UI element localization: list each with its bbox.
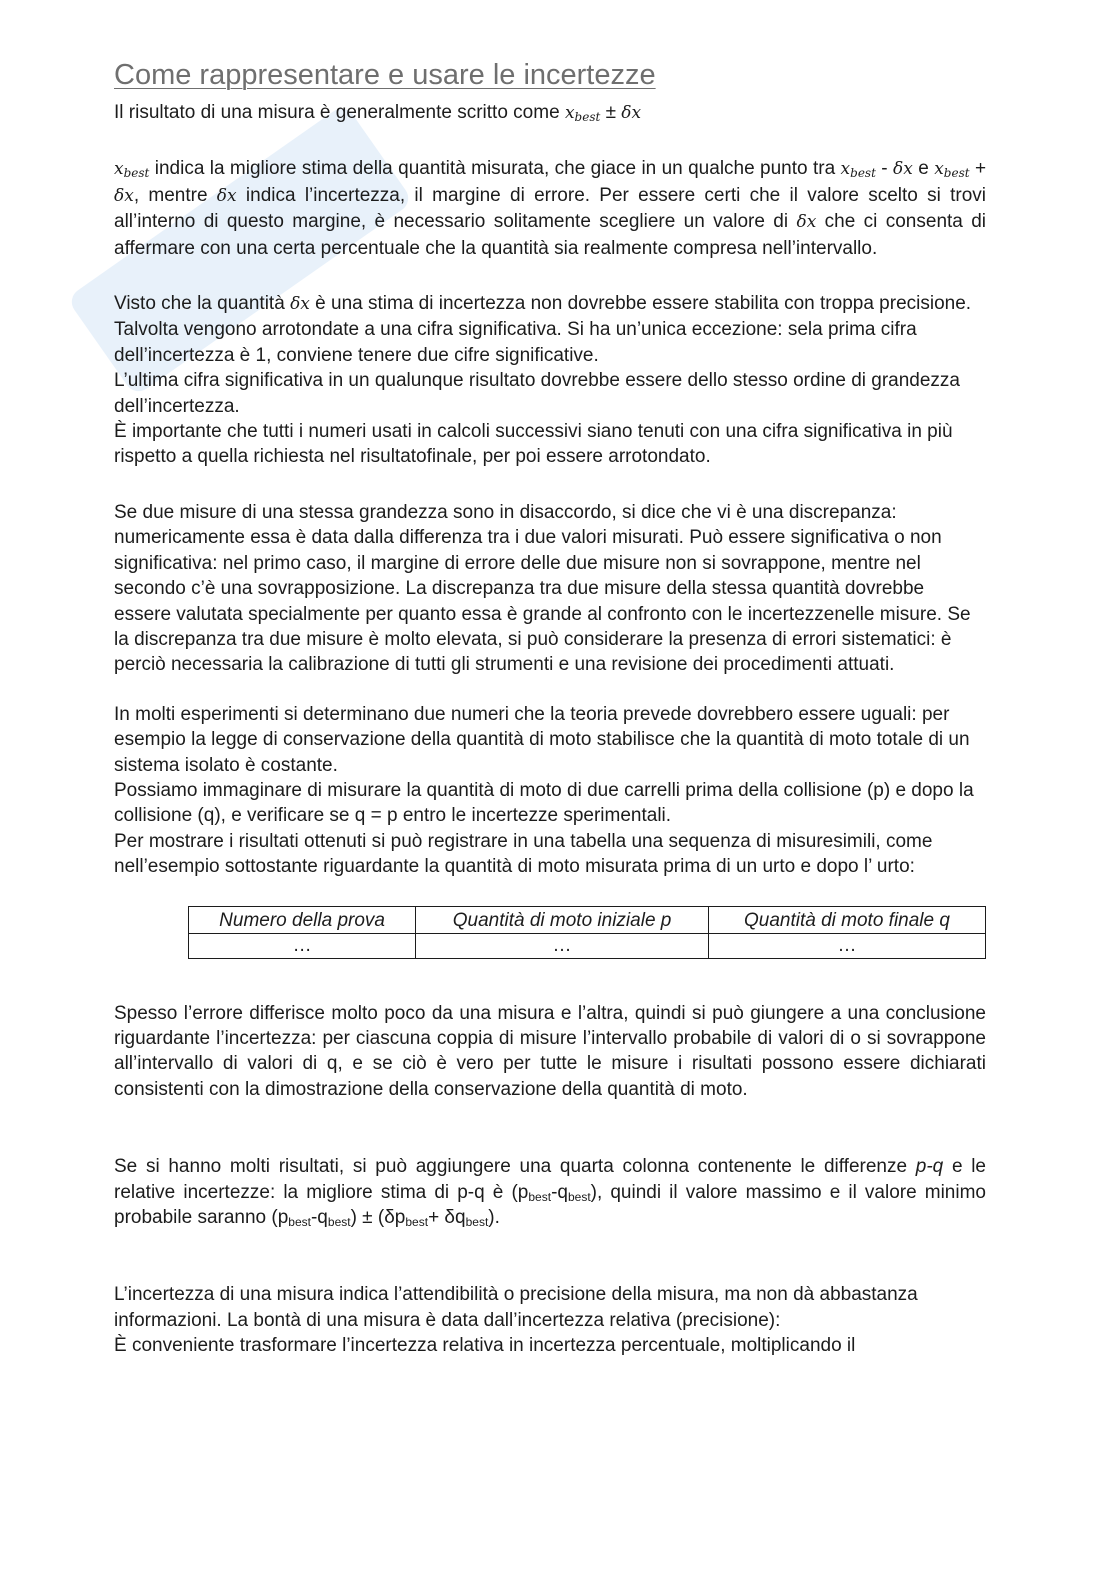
- table-cell: …: [708, 933, 985, 958]
- measurements-table: [188, 906, 986, 959]
- table-header-cell: Quantità di moto iniziale p: [416, 906, 709, 933]
- paragraph-momentum-experiment: In molti esperimenti si determinano due numeri che la teoria prevede dovrebbero essere uguali: per esempio la legge di conservazione della quantità di moto stabilisce che la quantità di moto totale di un sistema isolato è costante. Possiamo immaginare di misurare la quantità di moto di due carrelli prima della collisione (p) e dopo la collisione (q), e verificare se q = p entro le incertezze sperimentali. Per mostrare i risultati ottenuti si può registrare in una tabella una sequenza di misuresimili, come nell’esempio sottostante riguardante la quantità di moto misurata prima di un urto e dopo l’ urto:: [114, 703, 974, 878]
- paragraph-consistency: Spesso l’errore differisce molto poco da una misura e l’altra, quindi si può giungere a una conclusione riguardante l’incertezza: per ciascuna coppia di misure l’intervallo probabile di valori di o si sovrappone all’intervallo di valori di q, e se ciò è vero per tutte le misure i risultati possono essere dichiarati consistenti con la dimostrazione della conservazione della quantità di moto.: [114, 1002, 986, 1100]
- paragraph-xbest-definition: $x_{best}$ indica la migliore stima della quantità misurata, che giace in un qualche punto tra $x_{best}$ - δx e $x_{best} + \delta x$, mentre δx indica l’incertezza, il margine di errore. Per essere certi che il valore scelto si trovi all’interno di questo margine, è necessario solitamente scegliere un valore di δx che ci consenta di affermare con una certa percentuale che la quantità sia realmente compresa nell’intervallo.: [114, 158, 987, 259]
- document-page: [114, 56, 986, 1359]
- paragraph-discrepancy: Se due misure di una stessa grandezza sono in disaccordo, si dice che vi è una discrepanza: numericamente essa è data dalla differenza tra i due valori misurati. Può essere significativa o non significativa: nel primo caso, il margine di errore delle due misure non si sovrappone, mentre nel secondo c’è una sovrapposizione. La discrepanza tra due misure della stessa quantità dovrebbe essere valutata specialmente per quanto essa è grande al confronto con le incertezzenelle misure. Se la discrepanza tra due misure è molto elevata, si può considerare la presenza di errori sistematici: è perciò necessaria la calibrazione di tutti gli strumenti e una revisione dei procedimenti attuati.: [114, 501, 971, 676]
- table-header-cell: Numero della prova: [189, 906, 416, 933]
- page-title: Come rappresentare e usare le incertezze: [114, 59, 656, 91]
- table-cell: …: [416, 933, 709, 958]
- table-header-cell: Quantità di moto finale q: [708, 906, 985, 933]
- x-best-symbol: $x_{best}$: [564, 103, 601, 124]
- table-header-row: [189, 906, 986, 933]
- paragraph-result-notation: Il risultato di una misura è generalmente scritto come $x_{best} \pm \delta x$: [114, 102, 642, 124]
- table-row: [189, 933, 986, 958]
- table-cell: …: [189, 933, 416, 958]
- paragraph-relative-uncertainty: L’incertezza di una misura indica l’attendibilità o precisione della misura, ma non dà abbastanza informazioni. La bontà di una misura è data dall’incertezza relativa (precisione): È conveniente trasformare l’incertezza relativa in incertezza percentuale, moltiplicando il: [114, 1284, 918, 1357]
- paragraph-fourth-column: Se si hanno molti risultati, si può aggiungere una quarta colonna contenente le differenze p-q e le relative incertezze: la migliore stima di p-q è $(p_{best}-q_{best})$, quindi il valore massimo e il valore minimo probabile saranno $(p_{best}-q_{best}) \pm (\delta p_{best}+ \delta q_{best})$.: [114, 1156, 986, 1229]
- paragraph-significant-digits: Visto che la quantità δx è una stima di incertezza non dovrebbe essere stabilita con troppa precisione. Talvolta vengono arrotondate a una cifra significativa. Si ha un’unica eccezione: sela prima cifra dell’incertezza è 1, conviene tenere due cifre significative. L’ultima cifra significativa in un qualunque risultato dovrebbe essere dello stesso ordine di grandezza dell’incertezza. È importante che tutti i numeri usati in calcoli successivi siano tenuti con una cifra significativa in più rispetto a quella richiesta nel risultatofinale, per poi essere arrotondato.: [114, 293, 972, 468]
